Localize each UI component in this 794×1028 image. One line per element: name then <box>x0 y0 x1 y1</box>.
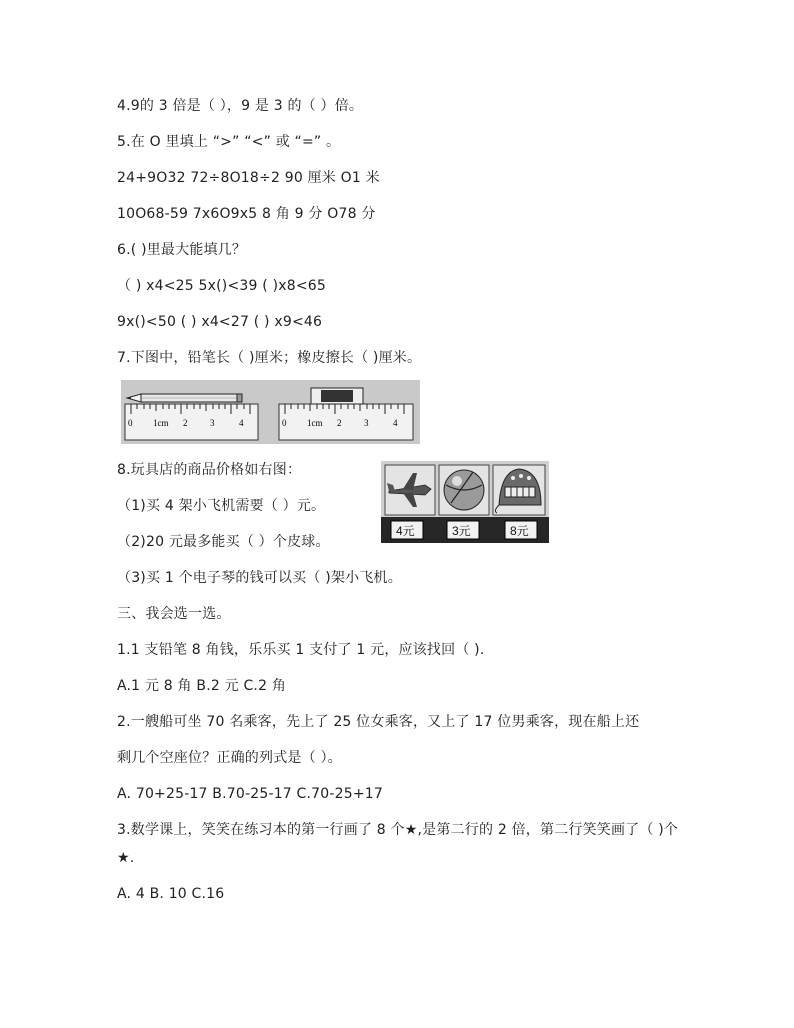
q8-line: 8.玩具店的商品价格如右图： <box>117 462 302 478</box>
q7-line: 7.下图中，铅笔长（ )厘米；橡皮擦长（ )厘米。 <box>117 350 422 366</box>
eraser-ruler <box>279 388 413 440</box>
ruler-tick-label: 2 <box>337 418 342 428</box>
q6-row-a: （ ) x4<25 5x()<39 ( )x8<65 <box>117 278 326 294</box>
ruler-tick-label: 3 <box>364 418 369 428</box>
ruler-tick-label: 1cm <box>307 418 323 428</box>
ruler-figure <box>121 380 420 444</box>
q8-sub-1: （1)买 4 架小飞机需要（ ）元。 <box>117 498 326 514</box>
q8-sub-2: （2)20 元最多能买（ ）个皮球。 <box>117 534 330 550</box>
choice-1-question: 1.1 支铅笔 8 角钱，乐乐买 1 支付了 1 元，应该找回（ ). <box>117 642 485 658</box>
q6-line: 6.( )里最大能填几？ <box>117 242 247 258</box>
q5-row-b: 10O68-59 7x6O9x5 8 角 9 分 O78 分 <box>117 206 376 222</box>
eraser-icon <box>311 388 363 404</box>
ruler-tick-label: 0 <box>128 418 133 428</box>
q5-line: 5.在 O 里填上 “>” “<” 或 “=” 。 <box>117 134 341 150</box>
pencil-icon <box>127 394 242 402</box>
price-keyboard: 8元 <box>510 524 529 538</box>
choice-1-options: A.1 元 8 角 B.2 元 C.2 角 <box>117 678 287 694</box>
choice-2-options: A. 70+25-17 B.70-25-17 C.70-25+17 <box>117 786 384 802</box>
q4-line: 4.9的 3 倍是（ ），9 是 3 的（ ）倍。 <box>117 98 364 114</box>
ruler-tick-label: 2 <box>183 418 188 428</box>
ruler-tick-label: 1cm <box>153 418 169 428</box>
q8-sub-3: （3)买 1 个电子琴的钱可以买（ )架小飞机。 <box>117 570 402 586</box>
ruler-tick-label: 4 <box>239 418 244 428</box>
ruler-tick-label: 0 <box>282 418 287 428</box>
choice-3-options: A. 4 B. 10 C.16 <box>117 886 225 902</box>
choice-2-question: 2.一艘船可坐 70 名乘客，先上了 25 位女乘客，又上了 17 位男乘客，现在船上还 <box>117 714 640 730</box>
ball-icon <box>444 470 484 510</box>
q6-row-b: 9x()<50 ( ) x4<27 ( ) x9<46 <box>117 314 323 330</box>
pencil-ruler <box>125 394 258 440</box>
toy-price-figure <box>381 461 549 543</box>
choice-3-question-cont: ★. <box>117 850 135 866</box>
section-3-heading: 三、我会选一选。 <box>117 606 231 622</box>
choice-3-question: 3.数学课上，笑笑在练习本的第一行画了 8 个★,是第二行的 2 倍，第二行笑笑画了（ )个 <box>117 822 679 838</box>
ruler-tick-label: 3 <box>210 418 215 428</box>
price-airplane: 4元 <box>396 524 415 538</box>
price-ball: 3元 <box>452 524 471 538</box>
q5-row-a: 24+9O32 72÷8O18÷2 90 厘米 O1 米 <box>117 170 380 186</box>
ruler-tick-label: 4 <box>393 418 398 428</box>
choice-2-question-cont: 剩几个空座位？正确的列式是（ ）。 <box>117 750 342 766</box>
